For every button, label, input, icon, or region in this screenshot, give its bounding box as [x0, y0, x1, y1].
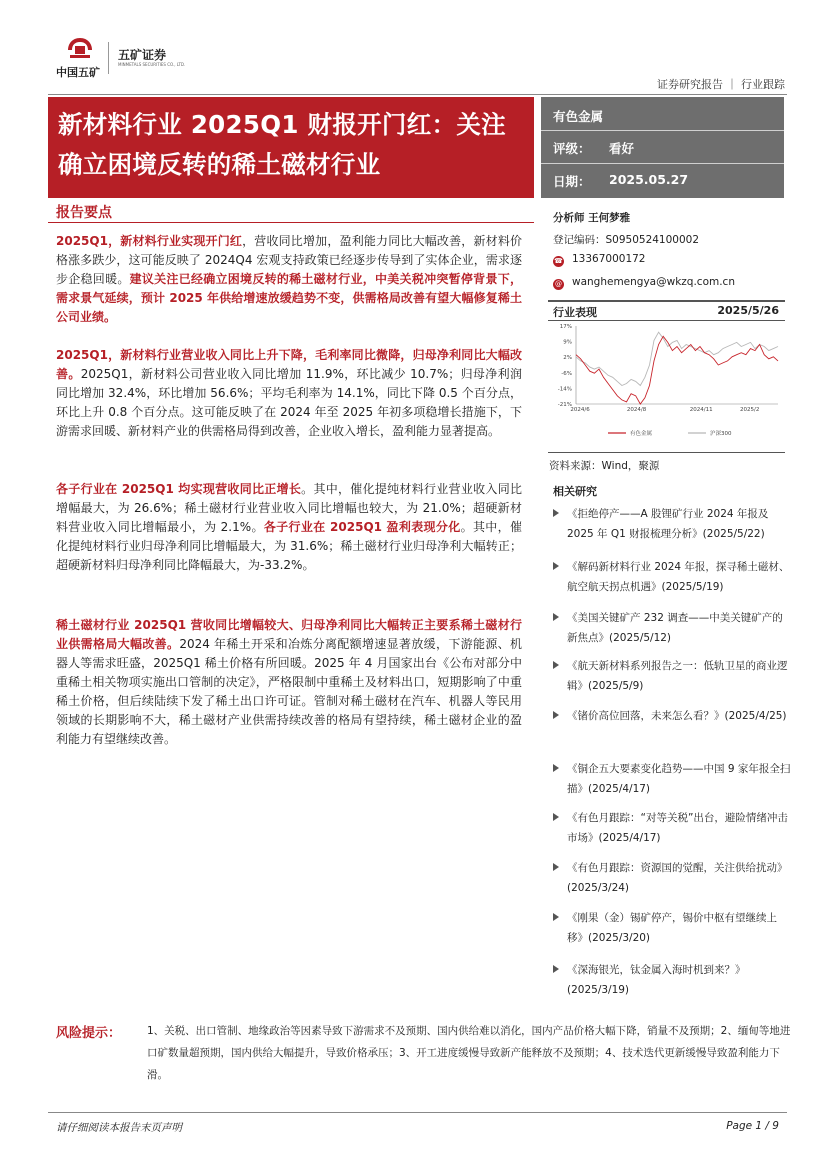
industry-performance-chart: [548, 322, 785, 442]
analyst-phone: [553, 253, 646, 267]
related-report-link[interactable]: [553, 706, 791, 726]
report-title-box: [48, 97, 534, 198]
report-type-tag: 证券研究报告 ｜ 行业跟踪: [657, 78, 785, 91]
rating-divider: [541, 130, 784, 131]
rating-box: [541, 97, 784, 198]
related-report-link[interactable]: [553, 858, 791, 898]
paragraph-1: [56, 232, 522, 327]
phone-icon: ☎: [554, 257, 563, 265]
performance-top-rule: [548, 300, 785, 302]
section-divider: [48, 222, 534, 223]
date-divider: [541, 163, 784, 164]
triangle-bullet-icon: [553, 509, 559, 517]
triangle-bullet-icon: [553, 613, 559, 621]
x-tick-label: 2024/6: [570, 407, 590, 413]
triangle-bullet-icon: [553, 764, 559, 772]
legend-label: 有色金属: [630, 431, 653, 437]
analyst-email[interactable]: [553, 276, 735, 290]
related-report-link[interactable]: [553, 908, 791, 948]
series-line: [576, 332, 778, 385]
triangle-bullet-icon: [553, 711, 559, 719]
related-report-link[interactable]: [553, 759, 791, 799]
triangle-bullet-icon: [553, 813, 559, 821]
minmetals-logo-icon: [66, 36, 94, 60]
y-tick-label: 17%: [559, 324, 572, 330]
risk-text: 1、关税、出口管制、地缘政治等因素导致下游需求不及预期、国内供给难以消化，国内产品价格大幅下降，销量不及预期；2、缅甸等地进口矿数量超预期，国内供给大幅提升，导致价格承压；3、开工进度缓慢导致新产能释放不及预期；4、技术迭代更新缓慢导致盈利能力下滑。: [147, 1025, 791, 1081]
data-source: 资料来源：Wind，聚源: [549, 460, 660, 472]
related-report-link[interactable]: [553, 504, 791, 544]
related-report-title[interactable]: 《锗价高位回落，未来怎么看？》(2025/4/25): [567, 710, 787, 722]
related-report-title[interactable]: 《深海银光，钛金属入海时机到来？》(2025/3/19): [567, 964, 746, 996]
x-tick-label: 2025/2: [740, 407, 760, 413]
triangle-bullet-icon: [553, 562, 559, 570]
triangle-bullet-icon: [553, 913, 559, 921]
y-tick-label: -6%: [561, 370, 572, 377]
p3-text-2: 。其中，催化提纯材料行业归母净利同比增幅最大，为 31.6%；稀土磁材行业归母净利大幅转正；超硬新材料归母净利同比降幅最大，为-33.2%。: [56, 520, 522, 572]
related-report-link[interactable]: [553, 608, 791, 648]
related-report-link[interactable]: [553, 656, 791, 696]
p4-highlight: 稀土磁材行业 2025Q1 营收同比增幅较大、归母净利同比大幅转正主要系稀土磁材行业供需格局大幅改善。: [56, 618, 522, 651]
related-report-title[interactable]: 《解码新材料行业 2024 年报，探寻稀土磁材、航空航天拐点机遇》(2025/5/19): [567, 561, 790, 593]
related-report-link[interactable]: [553, 808, 791, 848]
triangle-bullet-icon: [553, 863, 559, 871]
related-report-link[interactable]: [553, 557, 791, 597]
analyst-name: 分析师 王何梦雅: [553, 212, 631, 224]
related-report-title[interactable]: 《铜企五大要素变化趋势——中国 9 家年报全扫描》(2025/4/17): [567, 763, 791, 795]
p1-highlight: 2025Q1，新材料行业实现开门红: [56, 234, 243, 248]
rating-value: 看好: [609, 141, 635, 156]
section-heading: 报告要点: [56, 205, 112, 221]
y-tick-label: 2%: [563, 355, 572, 362]
y-tick-label: -21%: [557, 402, 572, 408]
email-icon: @: [555, 280, 562, 288]
x-tick-label: 2024/8: [626, 407, 647, 413]
company-logo: [56, 36, 256, 84]
performance-bottom-rule: [548, 452, 785, 453]
brand-sub-english: MINMETALS SECURITIES CO., LTD.: [118, 62, 186, 67]
p3-highlight: 各子行业在 2025Q1 均实现营收同比正增长: [56, 482, 302, 496]
p3-highlight-2: 各子行业在 2025Q1 盈利表现分化: [263, 520, 461, 534]
disclaimer-note: 请仔细阅读本报告末页声明: [56, 1122, 182, 1134]
related-report-title[interactable]: 《有色月跟踪：资源国的觉醒，关注供给扰动》(2025/3/24): [567, 862, 788, 894]
paragraph-2: [56, 346, 522, 441]
performance-title: 行业表现: [553, 306, 597, 319]
registration-code: S0950524100002: [605, 234, 700, 246]
email-address[interactable]: wanghemengya@wkzq.com.cn: [572, 276, 735, 288]
date-label: 日期：: [553, 174, 591, 189]
series-line: [576, 336, 778, 404]
p1-highlight-2: 建议关注已经确立困境反转的稀土磁材行业，中美关税冲突暂停背景下，需求景气延续，预计 2025 年供给增速放缓趋势不变，供需格局改善有望大幅修复稀土公司业绩。: [56, 272, 522, 324]
analyst-registration: 登记编码：S0950524100002: [553, 234, 700, 246]
legend-label: 沪深300: [710, 431, 732, 437]
performance-date: 2025/5/26: [717, 304, 779, 317]
y-tick-label: -14%: [557, 386, 572, 393]
industry-label: 有色金属: [553, 109, 604, 124]
report-title-line1: 新材料行业 2025Q1 财报开门红：关注: [58, 110, 506, 139]
related-report-title[interactable]: 《美国关键矿产 232 调查——中美关键矿产的新焦点》(2025/5/12): [567, 612, 783, 644]
footer-divider: [48, 1112, 787, 1113]
related-report-title[interactable]: 《有色月跟踪：“对等关税”出台，避险情绪冲击市场》(2025/4/17): [567, 812, 788, 844]
related-report-link[interactable]: [553, 960, 791, 1000]
phone-number: 13367000172: [572, 253, 646, 265]
p1-text: ，营收同比增加，盈利能力同比大幅改善，新材料价格涨多跌少，这可能反映了 2024Q4 宏观支持政策已经逐步传导到了实体企业，需求逐步企稳回暖。: [56, 234, 522, 286]
page-number: Page 1 / 9: [726, 1120, 779, 1132]
related-research-heading: 相关研究: [553, 485, 597, 498]
related-report-title[interactable]: 《刚果（金）锡矿停产，锡价中枢有望继续上移》(2025/3/20): [567, 912, 777, 944]
brand-sub: 五矿证券: [118, 48, 167, 62]
x-tick-label: 2024/11: [689, 407, 713, 413]
date-value: 2025.05.27: [609, 172, 689, 187]
paragraph-4: [56, 616, 522, 749]
y-tick-label: 9%: [563, 339, 572, 346]
triangle-bullet-icon: [553, 965, 559, 973]
triangle-bullet-icon: [553, 661, 559, 669]
logo-divider: [108, 42, 109, 74]
performance-header-rule: [548, 320, 785, 321]
rating-label: 评级：: [553, 141, 591, 156]
report-title-line2: 确立困境反转的稀土磁材行业: [58, 150, 381, 179]
brand-main: 中国五矿: [56, 66, 100, 79]
risk-heading: 风险提示：: [56, 1026, 122, 1041]
header-divider: [48, 94, 787, 95]
related-report-title[interactable]: 《航天新材料系列报告之一：低轨卫星的商业逻辑》(2025/5/9): [567, 660, 788, 692]
p3-text: 。其中，催化提纯材料行业营业收入同比增幅最大，为 26.6%；稀土磁材行业营业收入同比增幅也较大，为 21.0%；超硬新材料营业收入同比增幅最小，为 2.1%。: [56, 482, 522, 534]
paragraph-3: [56, 480, 522, 575]
related-report-title[interactable]: 《拒绝停产——A 股锂矿行业 2024 年报及 2025 年 Q1 财报梳理分析》(2025/5/22): [567, 508, 769, 540]
p4-text: 2024 年稀土开采和冶炼分离配额增速显著放缓，下游能源、机器人等需求旺盛，2025Q1 稀土价格有所回暖。2025 年 4 月国家出台《公布对部分中重稀土相关物项实施出口管制的决定》，严格限制中重稀土及材料出口，短期影响了中重稀土价格，但后续陆续下发了稀土出口许可证。管制对稀土磁材在汽车、机器人等民用领域的长期影响不大，稀土磁材产业供需持续改善的格局有望持续，稀土磁材企业的盈利能力有望继续改善。: [56, 637, 522, 746]
p2-text: 2025Q1，新材料公司营业收入同比增加 11.9%，环比减少 10.7%；归母净利润同比增加 32.4%，环比增加 56.6%；平均毛利率为 14.1%，同比下降 0.5 个百分点，环比上升 0.8 个百分点。这可能反映了在 2024 年至 2025 年初多项稳增长措施下，下游需求回暖、新材料产业的供需格局得到改善，企业收入增长，盈利能力显著提高。: [56, 367, 522, 438]
p2-highlight: 2025Q1，新材料行业营业收入同比上升下降，毛利率同比微降，归母净利同比大幅改善。: [56, 348, 522, 381]
